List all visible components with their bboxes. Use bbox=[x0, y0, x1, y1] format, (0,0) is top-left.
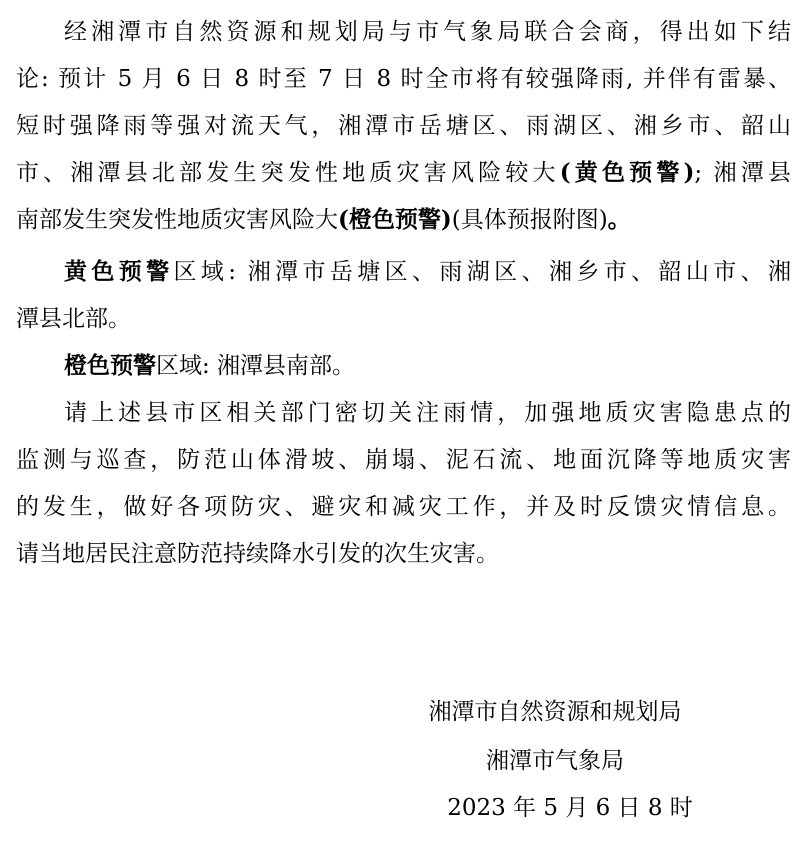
yellow-warning-line-2: 潭县北部。 bbox=[16, 306, 131, 332]
paragraph-1-line-4 bbox=[16, 153, 791, 193]
paragraph-4-line-4: 请当地居民注意防范持续降水引发的次生灾害。 bbox=[16, 541, 499, 567]
risk-text-separator: ; 湘潭县 bbox=[694, 160, 792, 186]
signature-date: 2023 年 5 月 6 日 8 时 bbox=[447, 795, 693, 821]
paragraph-1-line-5 bbox=[16, 200, 791, 240]
signature-org-1: 湘潭市自然资源和规划局 bbox=[428, 699, 682, 725]
paragraph-1-line-1: 经湘潭市自然资源和规划局与市气象局联合会商，得出如下结 bbox=[64, 19, 791, 45]
yellow-warning-area: 区域: 湘潭市岳塘区、雨湖区、湘乡市、韶山市、湘 bbox=[173, 259, 791, 285]
paragraph-4-line-2: 监测与巡查，防范山体滑坡、崩塌、泥石流、地面沉降等地质灾害 bbox=[16, 447, 791, 473]
yellow-warning-line-1 bbox=[64, 252, 791, 292]
paragraph-1-end-mark: 。 bbox=[607, 206, 631, 233]
risk-text-north: 市、湘潭县北部发生突发性地质灾害风险较大 bbox=[16, 160, 560, 186]
orange-warning-tag: (橙色预警) bbox=[338, 206, 452, 233]
forecast-map-note: (具体预报附图) bbox=[451, 207, 608, 233]
signature-org-2: 湘潭市气象局 bbox=[486, 748, 624, 774]
paragraph-1-line-3: 短时强降雨等强对流天气，湘潭市岳塘区、雨湖区、湘乡市、韶山 bbox=[16, 113, 791, 139]
risk-text-south: 南部发生突发性地质灾害风险大 bbox=[16, 207, 338, 233]
yellow-warning-label: 黄色预警 bbox=[64, 258, 174, 285]
orange-warning-area: 区域: 湘潭县南部。 bbox=[156, 353, 356, 379]
orange-warning-line bbox=[64, 346, 791, 386]
orange-warning-label: 橙色预警 bbox=[64, 352, 156, 379]
paragraph-4-line-3: 的发生，做好各项防灾、避灾和减灾工作，并及时反馈灾情信息。 bbox=[16, 494, 791, 520]
paragraph-4-line-1: 请上述县市区相关部门密切关注雨情，加强地质灾害隐患点的 bbox=[64, 400, 791, 426]
yellow-warning-tag: (黄色预警) bbox=[559, 159, 695, 186]
paragraph-1-line-2: 论: 预计 5 月 6 日 8 时至 7 日 8 时全市将有较强降雨, 并伴有雷暴、 bbox=[16, 66, 791, 92]
